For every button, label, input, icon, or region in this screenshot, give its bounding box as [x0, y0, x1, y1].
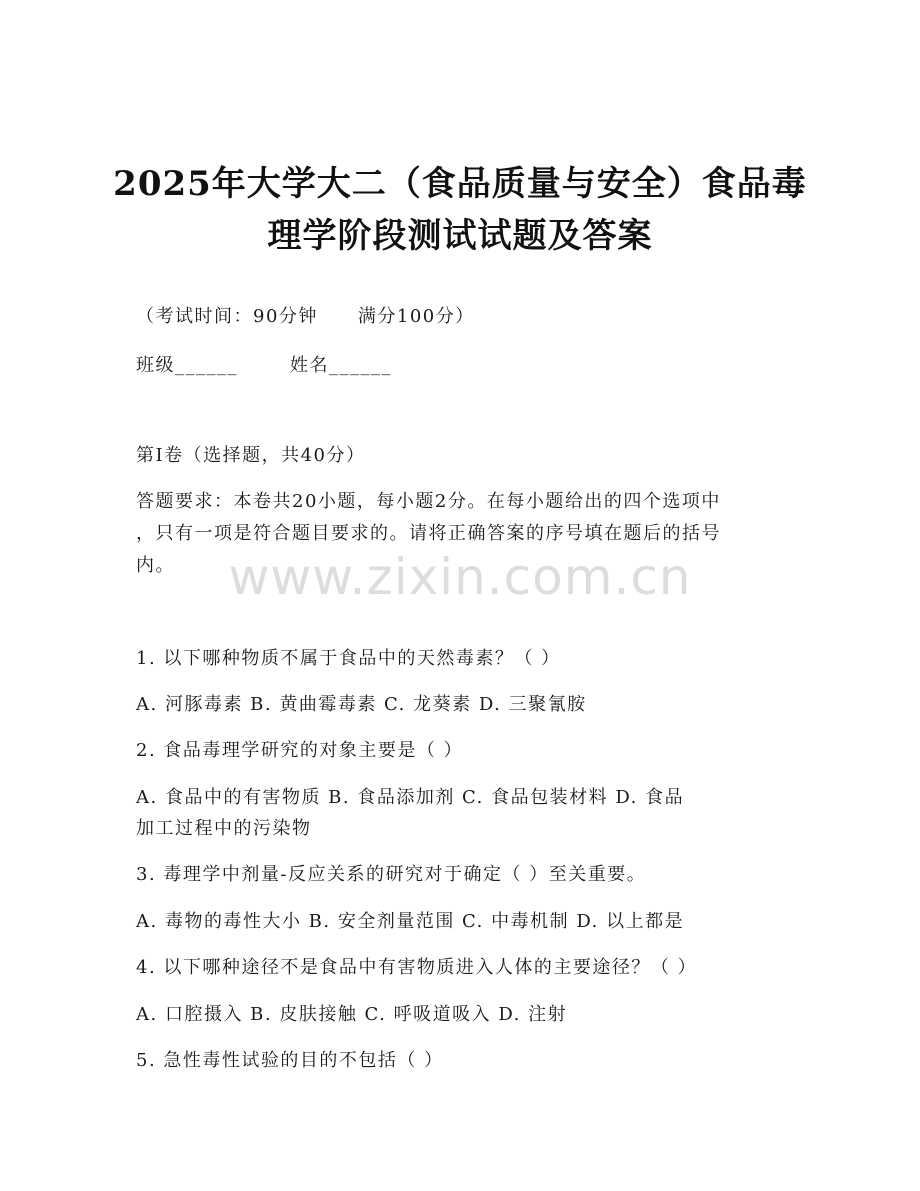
class-field: 班级______	[136, 355, 238, 376]
section-title: 第I卷（选择题，共40分）	[136, 445, 366, 466]
instructions-line-3: 内。	[136, 555, 175, 576]
question-2: 2. 食品毒理学研究的对象主要是（ ）	[136, 740, 464, 761]
document-title-line-2: 理学阶段测试试题及答案	[267, 216, 653, 256]
question-4: 4. 以下哪种途径不是食品中有害物质进入人体的主要途径？（ ）	[136, 957, 698, 978]
question-1: 1. 以下哪种物质不属于食品中的天然毒素？（ ）	[136, 648, 561, 669]
name-field: 姓名______	[290, 355, 392, 376]
question-5: 5. 急性毒性试验的目的不包括（ ）	[136, 1050, 444, 1071]
question-3: 3. 毒理学中剂量-反应关系的研究对于确定（ ）至关重要。	[136, 864, 647, 885]
instructions-line-2: ，只有一项是符合题目要求的。请将正确答案的序号填在题后的括号	[136, 523, 721, 544]
exam-time: （考试时间：90分钟	[136, 306, 318, 327]
question-1-options: A. 河豚毒素 B. 黄曲霉毒素 C. 龙葵素 D. 三聚氰胺	[136, 694, 587, 715]
exam-score: 满分100分）	[357, 306, 475, 327]
document-title-line-1: 2025年大学大二（食品质量与安全）食品毒	[113, 164, 807, 204]
instructions-line-1: 答题要求：本卷共20小题，每小题2分。在每小题给出的四个选项中	[136, 491, 721, 512]
question-2-options: A. 食品中的有害物质 B. 食品添加剂 C. 食品包装材料 D. 食品	[136, 787, 685, 808]
student-fields	[136, 351, 392, 377]
watermark: www.zixin.com.cn	[228, 548, 692, 606]
question-3-options: A. 毒物的毒性大小 B. 安全剂量范围 C. 中毒机制 D. 以上都是	[136, 911, 685, 932]
question-2-options-continued: 加工过程中的污染物	[136, 818, 312, 839]
question-4-options: A. 口腔摄入 B. 皮肤接触 C. 呼吸道吸入 D. 注射	[136, 1004, 568, 1025]
exam-info	[136, 302, 475, 328]
